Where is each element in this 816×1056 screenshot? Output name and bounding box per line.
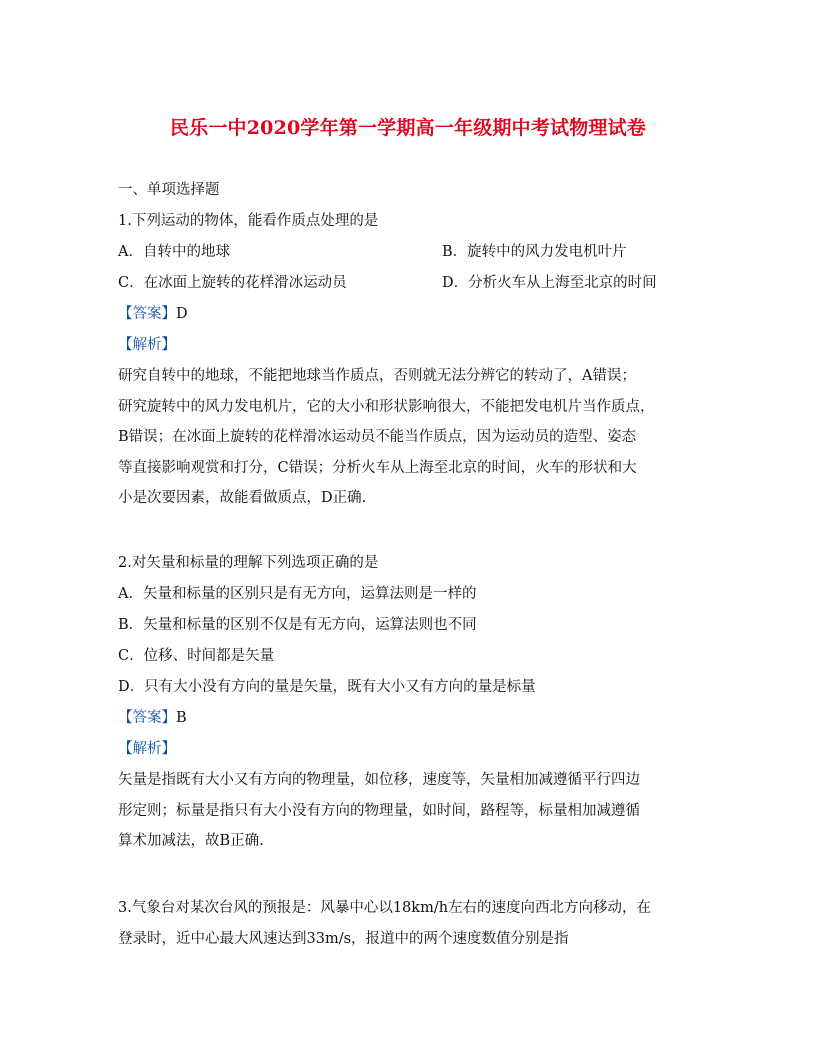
analysis-line: 矢量是指既有大小又有方向的物理量，如位移，速度等，矢量相加减遵循平行四边: [118, 772, 640, 788]
q1-analysis-tag: 【解析】: [118, 337, 176, 353]
q1-option-b: B．旋转中的风力发电机叶片: [442, 244, 627, 260]
q2-option-c: C．位移、时间都是矢量: [118, 648, 275, 664]
answer-tag: 【答案】: [118, 710, 176, 726]
answer-tag: 【答案】: [118, 306, 176, 322]
analysis-line: B错误；在冰面上旋转的花样滑冰运动员不能当作质点，因为运动员的造型、姿态: [118, 429, 637, 445]
q1-answer: [118, 304, 188, 324]
analysis-line: 研究旋转中的风力发电机片，它的大小和形状影响很大，不能把发电机片当作质点，: [118, 398, 655, 415]
exam-title: 民乐一中2020学年第一学期高一年级期中考试物理试卷: [169, 117, 647, 139]
analysis-line: 研究自转中的地球，不能把地球当作质点，否则就无法分辨它的转动了，A错误；: [118, 368, 636, 384]
q2-option-d: D．只有大小没有方向的量是矢量，既有大小又有方向的量是标量: [118, 679, 536, 695]
answer-value: B: [176, 710, 187, 726]
stem-line: 3.气象台对某次台风的预报是：风暴中心以18km/h左右的速度向西北方向移动，在: [118, 900, 652, 916]
q2-stem: 2.对矢量和标量的理解下列选项正确的是: [118, 555, 379, 571]
q2-option-b: B．矢量和标量的区别不仅是有无方向，运算法则也不同: [118, 617, 477, 633]
q3-stem: [118, 893, 700, 954]
q2-option-a: A．矢量和标量的区别只是有无方向，运算法则是一样的: [118, 586, 477, 602]
q1-option-d: D．分析火车从上海至北京的时间: [442, 275, 657, 291]
q1-option-a: A．自转中的地球: [118, 244, 230, 260]
q2-analysis-tag: 【解析】: [118, 741, 176, 757]
q1-option-c: C．在冰面上旋转的花样滑冰运动员: [118, 275, 347, 291]
analysis-line: 算术加减法，故B正确.: [118, 833, 264, 849]
section-heading: 一、单项选择题: [118, 182, 220, 198]
analysis-line: 小是次要因素，故能看做质点，D正确.: [118, 490, 367, 506]
analysis-line: 等直接影响观赏和打分，C错误；分析火车从上海至北京的时间，火车的形状和大: [118, 459, 637, 476]
analysis-line: 形定则；标量是指只有大小没有方向的物理量，如时间，路程等，标量相加减遵循: [118, 802, 640, 819]
q1-analysis: [118, 361, 700, 514]
stem-line: 登录时，近中心最大风速达到33m/s，报道中的两个速度数值分别是指: [118, 930, 569, 947]
q2-answer: [118, 708, 187, 728]
q1-stem: 1.下列运动的物体，能看作质点处理的是: [118, 213, 379, 229]
q2-analysis: [118, 765, 700, 857]
answer-value: D: [176, 306, 188, 322]
